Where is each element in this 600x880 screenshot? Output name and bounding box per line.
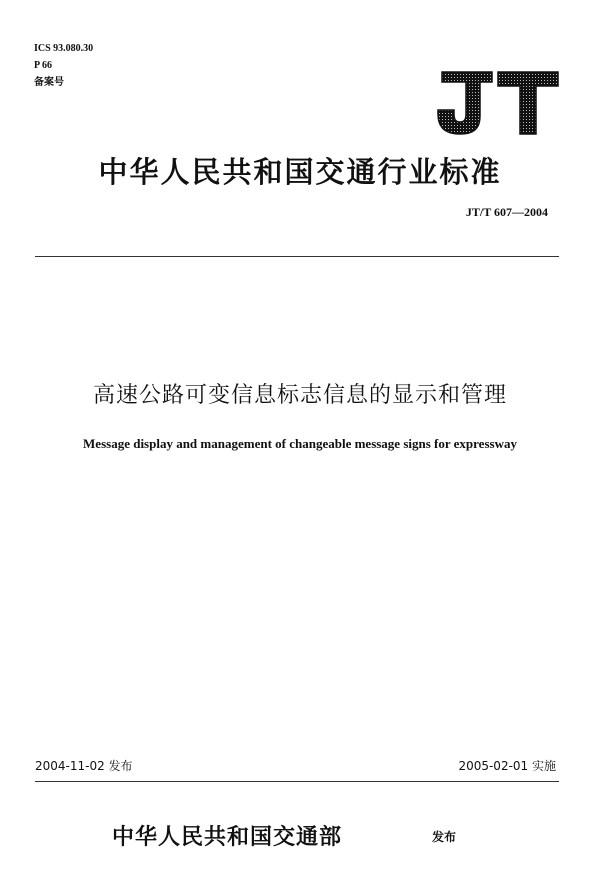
document-title-en: Message display and management of changeable message signs for expressway	[83, 436, 517, 451]
publish-label: 发布	[432, 830, 457, 844]
document-meta	[34, 40, 93, 91]
standard-title: 中华人民共和国交通行业标准	[98, 155, 502, 189]
issue-date: 2004-11-02 发布	[35, 759, 133, 773]
header-divider	[35, 256, 559, 257]
category-code: P 66	[34, 60, 53, 71]
ics-code: ICS 93.080.30	[34, 43, 94, 54]
footer-divider	[35, 781, 559, 782]
publisher-name: 中华人民共和国交通部	[112, 825, 343, 850]
jt-logo-icon	[432, 70, 560, 136]
record-number-label: 备案号	[34, 77, 64, 88]
standard-number: JT/T 607—2004	[465, 205, 548, 219]
implementation-date: 2005-02-01 实施	[458, 759, 556, 773]
document-title-cn: 高速公路可变信息标志信息的显示和管理	[92, 383, 507, 408]
